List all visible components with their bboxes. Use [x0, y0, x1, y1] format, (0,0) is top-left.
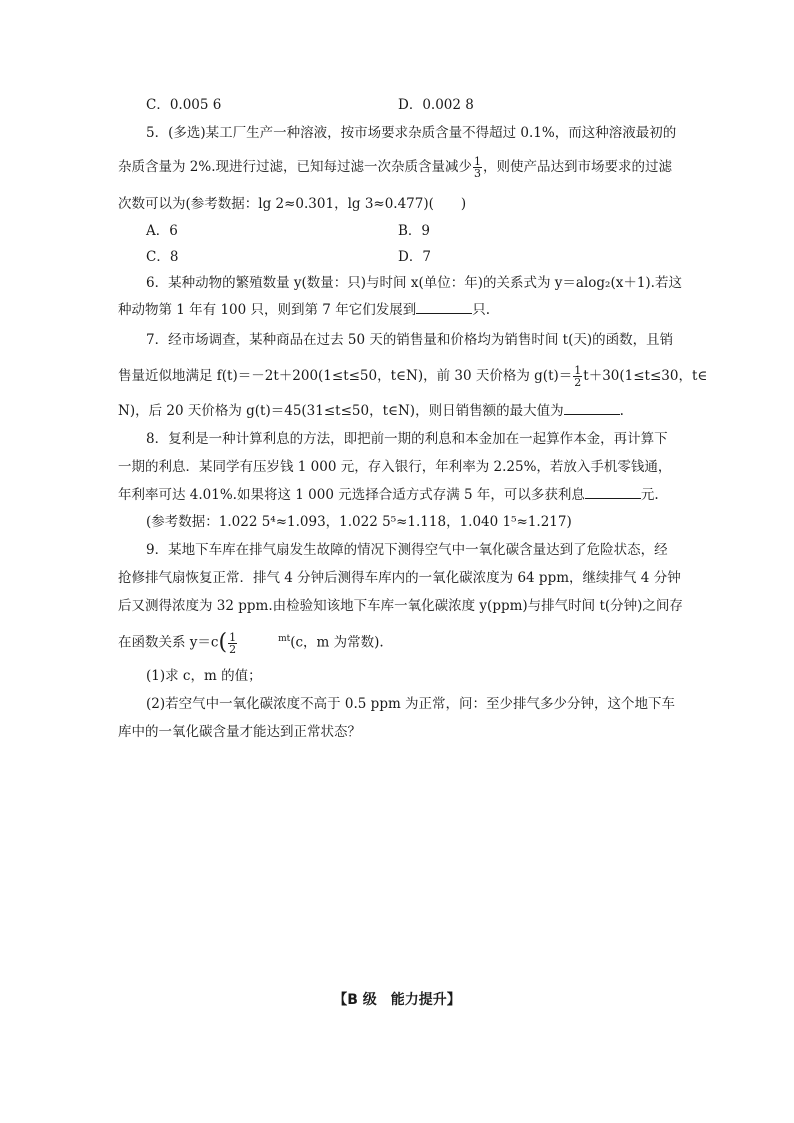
q9-subquestion-2-line1: (2)若空气中一氧化碳浓度不高于 0.5 ppm 为正常，问：至少排气多少分钟，这个地下车	[146, 696, 676, 712]
q5-frac-num: 1	[474, 155, 481, 168]
q9-exponent: mt	[278, 634, 291, 644]
q9-line4-pre: 在函数关系 y＝c	[118, 634, 219, 651]
q4-option-c: C．0.005 6	[146, 97, 222, 113]
q9-left-paren: (	[218, 630, 228, 655]
q9-subquestion-1: (1)求 c，m 的值；	[146, 668, 262, 684]
q7-line3-pre: N)，后 20 天价格为 g(t)＝45(31≤t≤50，t∈N)，则日销售额的最大值为	[118, 403, 564, 419]
q7-frac-num: 1	[574, 364, 582, 377]
q6-answer-blank[interactable]	[416, 301, 472, 314]
q9-line2: 抢修排气扇恢复正常．排气 4 分钟后测得车库内的一氧化碳浓度为 64 ppm，继续排气 4 分钟	[118, 570, 681, 586]
q7-fraction	[573, 365, 582, 388]
q6-line2-pre: 种动物第 1 年有 100 只，则到第 7 年它们发展到	[118, 302, 417, 318]
q4-option-d: D．0.002 8	[398, 97, 474, 113]
q9-frac-den: 2	[229, 642, 237, 656]
q8-reference-data: (参考数据：1.022 5⁴≈1.093，1.022 5⁵≈1.118，1.040 1⁵≈1.217)	[146, 514, 572, 530]
q8-answer-blank[interactable]	[585, 486, 641, 499]
q7-frac-den: 2	[574, 376, 582, 389]
q5-option-a: A．6	[146, 223, 178, 239]
q8-line3-pre: 年利率可达 4.01%.如果将这 1 000 元选择合适方式存满 5 年，可以多获利息	[118, 487, 585, 503]
q6-line2	[118, 301, 490, 319]
q8-line3	[118, 486, 659, 504]
q7-line3	[118, 402, 624, 420]
section-b-title: 【B 级 能力提升】	[333, 992, 461, 1008]
q7-line2	[118, 365, 707, 388]
q8-line2: 一期的利息．某同学有压岁钱 1 000 元，存入银行，年利率为 2.25%，若放入手机零钱通，	[118, 459, 672, 475]
q5-option-d: D．7	[398, 249, 431, 265]
q8-line1: 8．复利是一种计算利息的方法，即把前一期的利息和本金加在一起算作本金，再计算下	[146, 431, 668, 447]
q5-line3: 次数可以为(参考数据：lg 2≈0.301，lg 3≈0.477)( )	[118, 196, 467, 212]
q5-fraction	[473, 156, 482, 179]
q5-line2	[118, 156, 672, 179]
q9-line3: 后又测得浓度为 32 ppm.由检验知该地下车库一氧化碳浓度 y(ppm)与排气时间 t(分钟)之间存	[118, 598, 683, 614]
q9-line4	[118, 630, 384, 655]
q5-line2-pre: 杂质含量为 2%.现进行过滤，已知每过滤一次杂质含量减少	[118, 159, 472, 175]
q9-subquestion-2-line2: 库中的一氧化碳含量才能达到正常状态？	[118, 724, 361, 740]
q5-line2-post: ，则使产品达到市场要求的过滤	[483, 159, 672, 175]
q9-frac-num: 1	[229, 630, 237, 644]
q7-line2-post: t＋30(1≤t≤30，t∈	[583, 368, 708, 384]
q7-line3-post: .	[619, 403, 624, 419]
q9-fraction	[228, 632, 237, 655]
q6-line2-post: 只.	[472, 302, 490, 318]
q5-line1: 5．(多选)某工厂生产一种溶液，按市场要求杂质含量不得超过 0.1%，而这种溶液最初的	[146, 125, 677, 141]
q5-option-b: B．9	[398, 223, 431, 239]
q7-line2-pre: 售量近似地满足 f(t)＝－2t＋200(1≤t≤50，t∈N)，前 30 天价格为 g(t)＝	[118, 368, 573, 384]
q7-answer-blank[interactable]	[564, 402, 620, 415]
q5-option-c: C．8	[146, 249, 179, 265]
q9-line1: 9．某地下车库在排气扇发生故障的情况下测得空气中一氧化碳含量达到了危险状态，经	[146, 542, 668, 558]
q5-frac-den: 3	[474, 167, 481, 180]
q7-line1: 7．经市场调查，某种商品在过去 50 天的销售量和价格均为销售时间 t(天)的函数，且销	[146, 332, 674, 348]
q6-line1: 6．某种动物的繁殖数量 y(数量：只)与时间 x(单位：年)的关系式为 y＝alog₂(x＋1).若这	[146, 275, 682, 291]
q8-line3-post: 元.	[640, 487, 659, 503]
q9-line4-post: (c，m 为常数).	[290, 634, 384, 651]
